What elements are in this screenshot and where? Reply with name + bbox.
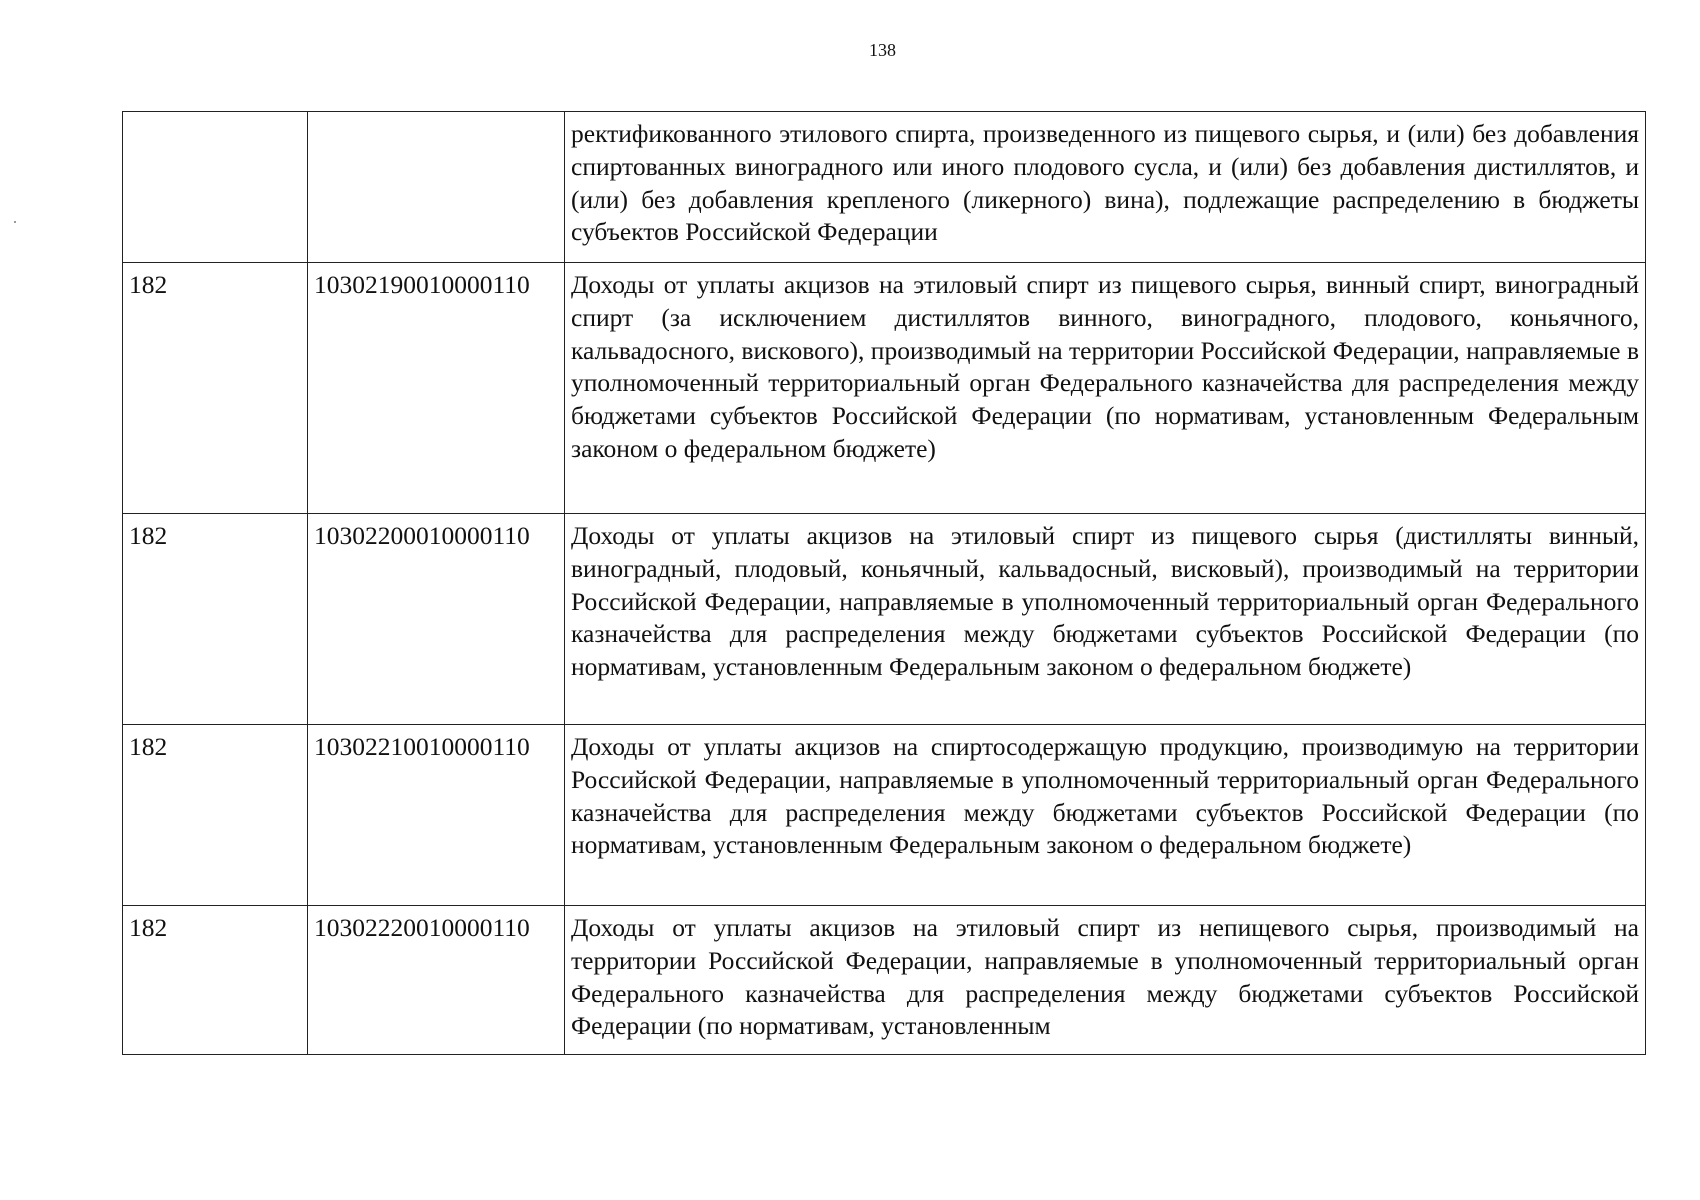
description-cell: ректификованного этилового спирта, произведенного из пищевого сырья, и (или) без добавления спиртованных виноградного или иного плодового сусла, и (или) без добавления дистиллятов, и (или) без добавления крепленого (ликерного) вина), подлежащие распределению в бюджеты субъектов Российской Федерации — [565, 112, 1646, 263]
scan-artifact — [14, 221, 16, 223]
admin-code-cell: 182 — [123, 906, 308, 1055]
admin-code-cell: 182 — [123, 514, 308, 725]
description-cell: Доходы от уплаты акцизов на этиловый спирт из непищевого сырья, производимый на территории Российской Федерации, направляемые в уполномоченный территориальный орган Федерального казначейства для распределения между бюджетами субъектов Российской Федерации (по нормативам, установленным — [565, 906, 1646, 1055]
revenue-codes-table — [122, 111, 1646, 1055]
description-cell: Доходы от уплаты акцизов на этиловый спирт из пищевого сырья (дистилляты винный, виноградный, плодовый, коньячный, кальвадосный, висковый), производимый на территории Российской Федерации, направляемые в уполномоченный территориальный орган Федерального казначейства для распределения между бюджетами субъектов Российской Федерации (по нормативам, установленным Федеральным законом о федеральном бюджете) — [565, 514, 1646, 725]
admin-code-cell: 182 — [123, 725, 308, 906]
table-row — [123, 906, 1646, 1055]
budget-code-cell: 10302210010000110 — [308, 725, 565, 906]
budget-code-cell: 10302190010000110 — [308, 263, 565, 514]
admin-code-cell: 182 — [123, 263, 308, 514]
table-row — [123, 263, 1646, 514]
table-row — [123, 725, 1646, 906]
description-cell: Доходы от уплаты акцизов на этиловый спирт из пищевого сырья, винный спирт, виноградный спирт (за исключением дистиллятов винного, виноградного, плодового, коньячного, кальвадосного, вискового), производимый на территории Российской Федерации, направляемые в уполномоченный территориальный орган Федерального казначейства для распределения между бюджетами субъектов Российской Федерации (по нормативам, установленным Федеральным законом о федеральном бюджете) — [565, 263, 1646, 514]
budget-code-cell — [308, 112, 565, 263]
budget-code-cell: 10302220010000110 — [308, 906, 565, 1055]
budget-code-cell: 10302200010000110 — [308, 514, 565, 725]
admin-code-cell — [123, 112, 308, 263]
description-cell: Доходы от уплаты акцизов на спиртосодержащую продукцию, производимую на территории Российской Федерации, направляемые в уполномоченный территориальный орган Федерального казначейства для распределения между бюджетами субъектов Российской Федерации (по нормативам, установленным Федеральным законом о федеральном бюджете) — [565, 725, 1646, 906]
table-row — [123, 514, 1646, 725]
table-row — [123, 112, 1646, 263]
page-number: 138 — [869, 40, 896, 60]
